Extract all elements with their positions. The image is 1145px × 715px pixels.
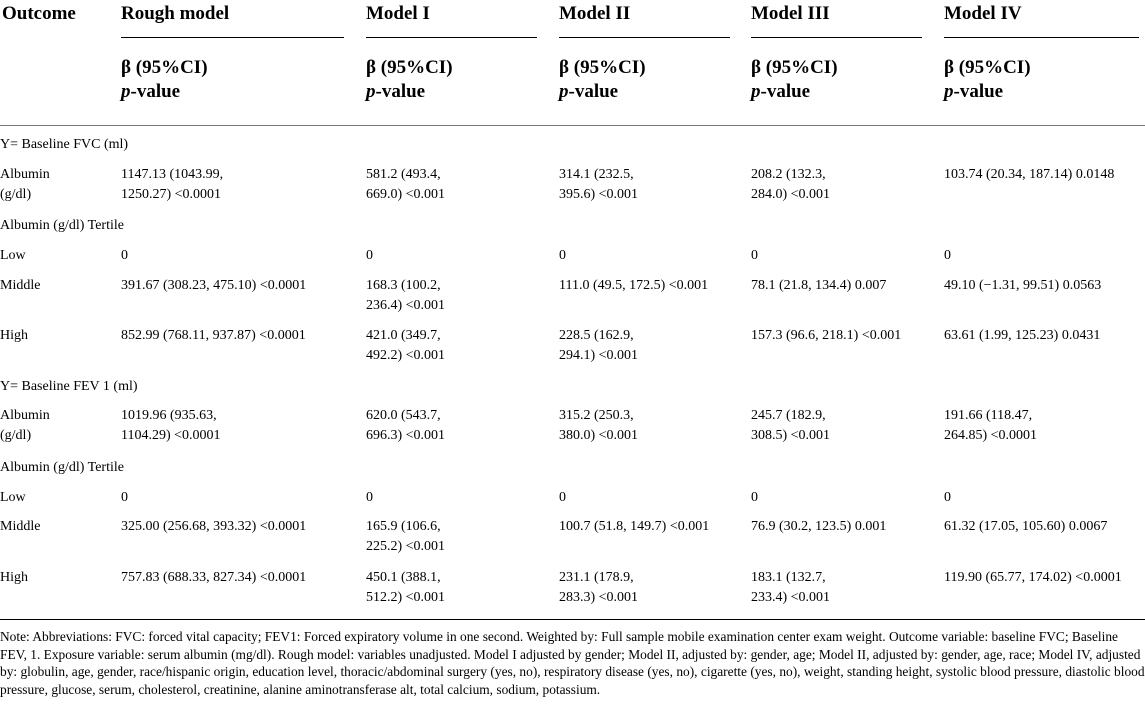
table-cell: 315.2 (250.3, 380.0) <0.001 bbox=[559, 408, 639, 443]
table-cell: 100.7 (51.8, 149.7) <0.001 bbox=[559, 519, 710, 534]
table-cell: 0 bbox=[121, 490, 128, 505]
table-cell: 0 bbox=[944, 490, 951, 505]
tertile-title: Albumin (g/dl) Tertile bbox=[0, 218, 124, 233]
table-cell: 63.61 (1.99, 125.23) 0.0431 bbox=[944, 328, 1101, 343]
table-cell: 0 bbox=[366, 490, 373, 505]
header-rough-model: Rough model bbox=[121, 3, 230, 24]
subheader-beta: β (95%CI) bbox=[121, 57, 208, 78]
table-cell: 208.2 (132.3, 284.0) <0.001 bbox=[751, 167, 831, 202]
header-model-ii: Model II bbox=[559, 3, 631, 24]
table-bottom-rule bbox=[0, 619, 1145, 620]
table-cell: 49.10 (−1.31, 99.51) 0.0563 bbox=[944, 278, 1102, 293]
table-cell: 103.74 (20.34, 187.14) 0.0148 bbox=[944, 167, 1115, 182]
subheader-p: p bbox=[559, 81, 569, 102]
table-cell: 0 bbox=[751, 248, 758, 263]
subheader-beta: β (95%CI) bbox=[944, 57, 1031, 78]
row-label-high: High bbox=[0, 328, 28, 343]
table-cell: 0 bbox=[121, 248, 128, 263]
table-cell: 228.5 (162.9, 294.1) <0.001 bbox=[559, 328, 639, 363]
row-label-albumin: Albumin (g/dl) bbox=[0, 408, 50, 443]
subheader-p: p bbox=[944, 81, 954, 102]
table-cell: 111.0 (49.5, 172.5) <0.001 bbox=[559, 278, 709, 293]
table-cell: 119.90 (65.77, 174.02) <0.0001 bbox=[944, 570, 1122, 585]
row-label-albumin: Albumin (g/dl) bbox=[0, 167, 50, 202]
subheader-model-i bbox=[366, 56, 453, 104]
table-cell: 314.1 (232.5, 395.6) <0.001 bbox=[559, 167, 639, 202]
subheader-p: p bbox=[366, 81, 376, 102]
header-model-iii: Model III bbox=[751, 3, 830, 24]
subheader-value: -value bbox=[130, 81, 181, 102]
subheader-value: -value bbox=[953, 81, 1004, 102]
table-cell: 450.1 (388.1, 512.2) <0.001 bbox=[366, 570, 446, 605]
header-underline bbox=[944, 37, 1139, 38]
header-underline bbox=[559, 37, 730, 38]
table-cell: 78.1 (21.8, 134.4) 0.007 bbox=[751, 278, 887, 293]
header-underline bbox=[366, 37, 537, 38]
subheader-p: p bbox=[121, 81, 131, 102]
table-cell: 165.9 (106.6, 225.2) <0.001 bbox=[366, 519, 446, 554]
subheader-rough-model bbox=[121, 56, 208, 104]
table-cell: 157.3 (96.6, 218.1) <0.001 bbox=[751, 328, 902, 343]
header-bottom-rule bbox=[0, 125, 1145, 126]
subheader-value: -value bbox=[568, 81, 619, 102]
header-model-i: Model I bbox=[366, 3, 430, 24]
subheader-value: -value bbox=[760, 81, 811, 102]
row-label-middle: Middle bbox=[0, 278, 41, 293]
table-cell: 0 bbox=[944, 248, 951, 263]
header-underline bbox=[751, 37, 922, 38]
table-cell: 757.83 (688.33, 827.34) <0.0001 bbox=[121, 570, 307, 585]
table-cell: 61.32 (17.05, 105.60) 0.0067 bbox=[944, 519, 1108, 534]
section-title-fev1: Y= Baseline FEV 1 (ml) bbox=[0, 379, 138, 394]
table-cell: 0 bbox=[559, 248, 566, 263]
row-label-middle: Middle bbox=[0, 519, 41, 534]
table-cell: 1147.13 (1043.99, 1250.27) <0.0001 bbox=[121, 167, 224, 202]
table-cell: 581.2 (493.4, 669.0) <0.001 bbox=[366, 167, 446, 202]
table-cell: 421.0 (349.7, 492.2) <0.001 bbox=[366, 328, 446, 363]
subheader-value: -value bbox=[375, 81, 426, 102]
header-outcome: Outcome bbox=[2, 3, 76, 24]
subheader-model-ii bbox=[559, 56, 646, 104]
subheader-beta: β (95%CI) bbox=[751, 57, 838, 78]
table-cell: 191.66 (118.47, 264.85) <0.0001 bbox=[944, 408, 1038, 443]
table-footnote: Note: Abbreviations: FVC: forced vital capacity; FEV1: Forced expiratory volume in one second. Weighted by: Full sample mobile examination center exam weight. Outcome variable: baseline FVC; Baseline FEV, 1. Exposure variable: serum albumin (mg/dl). Rough model: variables unadjusted. Model I adjusted by gender; Model II, adjusted by: gender, age; Model II, adjusted by: gender, age, race; Model IV, adjusted by: globulin, age, gender, race/hispanic origin, education level, thoracic/abdominal surgery (yes, no), respiratory disease (yes, no), cigarette (yes, no), weight, standing height, systolic blood pressure, diastolic blood pressure, glucose, serum, cholesterol, creatinine, alanine aminotransferase alt, total calcium, sodium, potassium. bbox=[0, 629, 1145, 697]
header-model-iv: Model IV bbox=[944, 3, 1022, 24]
header-underline bbox=[121, 37, 344, 38]
subheader-p: p bbox=[751, 81, 761, 102]
subheader-model-iv bbox=[944, 56, 1031, 104]
table-cell: 245.7 (182.9, 308.5) <0.001 bbox=[751, 408, 831, 443]
table-cell: 76.9 (30.2, 123.5) 0.001 bbox=[751, 519, 887, 534]
table-cell: 0 bbox=[366, 248, 373, 263]
table-cell: 391.67 (308.23, 475.10) <0.0001 bbox=[121, 278, 307, 293]
row-label-high: High bbox=[0, 570, 28, 585]
table-cell: 325.00 (256.68, 393.32) <0.0001 bbox=[121, 519, 307, 534]
table-cell: 183.1 (132.7, 233.4) <0.001 bbox=[751, 570, 831, 605]
table-cell: 1019.96 (935.63, 1104.29) <0.0001 bbox=[121, 408, 221, 443]
table-cell: 620.0 (543.7, 696.3) <0.001 bbox=[366, 408, 446, 443]
table-cell: 0 bbox=[751, 490, 758, 505]
subheader-beta: β (95%CI) bbox=[559, 57, 646, 78]
table-cell: 852.99 (768.11, 937.87) <0.0001 bbox=[121, 328, 306, 343]
section-title-fvc: Y= Baseline FVC (ml) bbox=[0, 137, 129, 152]
row-label-low: Low bbox=[0, 248, 26, 263]
subheader-model-iii bbox=[751, 56, 838, 104]
subheader-beta: β (95%CI) bbox=[366, 57, 453, 78]
row-label-low: Low bbox=[0, 490, 26, 505]
tertile-title: Albumin (g/dl) Tertile bbox=[0, 460, 124, 475]
table-cell: 0 bbox=[559, 490, 566, 505]
table-cell: 231.1 (178.9, 283.3) <0.001 bbox=[559, 570, 639, 605]
table-cell: 168.3 (100.2, 236.4) <0.001 bbox=[366, 278, 446, 313]
